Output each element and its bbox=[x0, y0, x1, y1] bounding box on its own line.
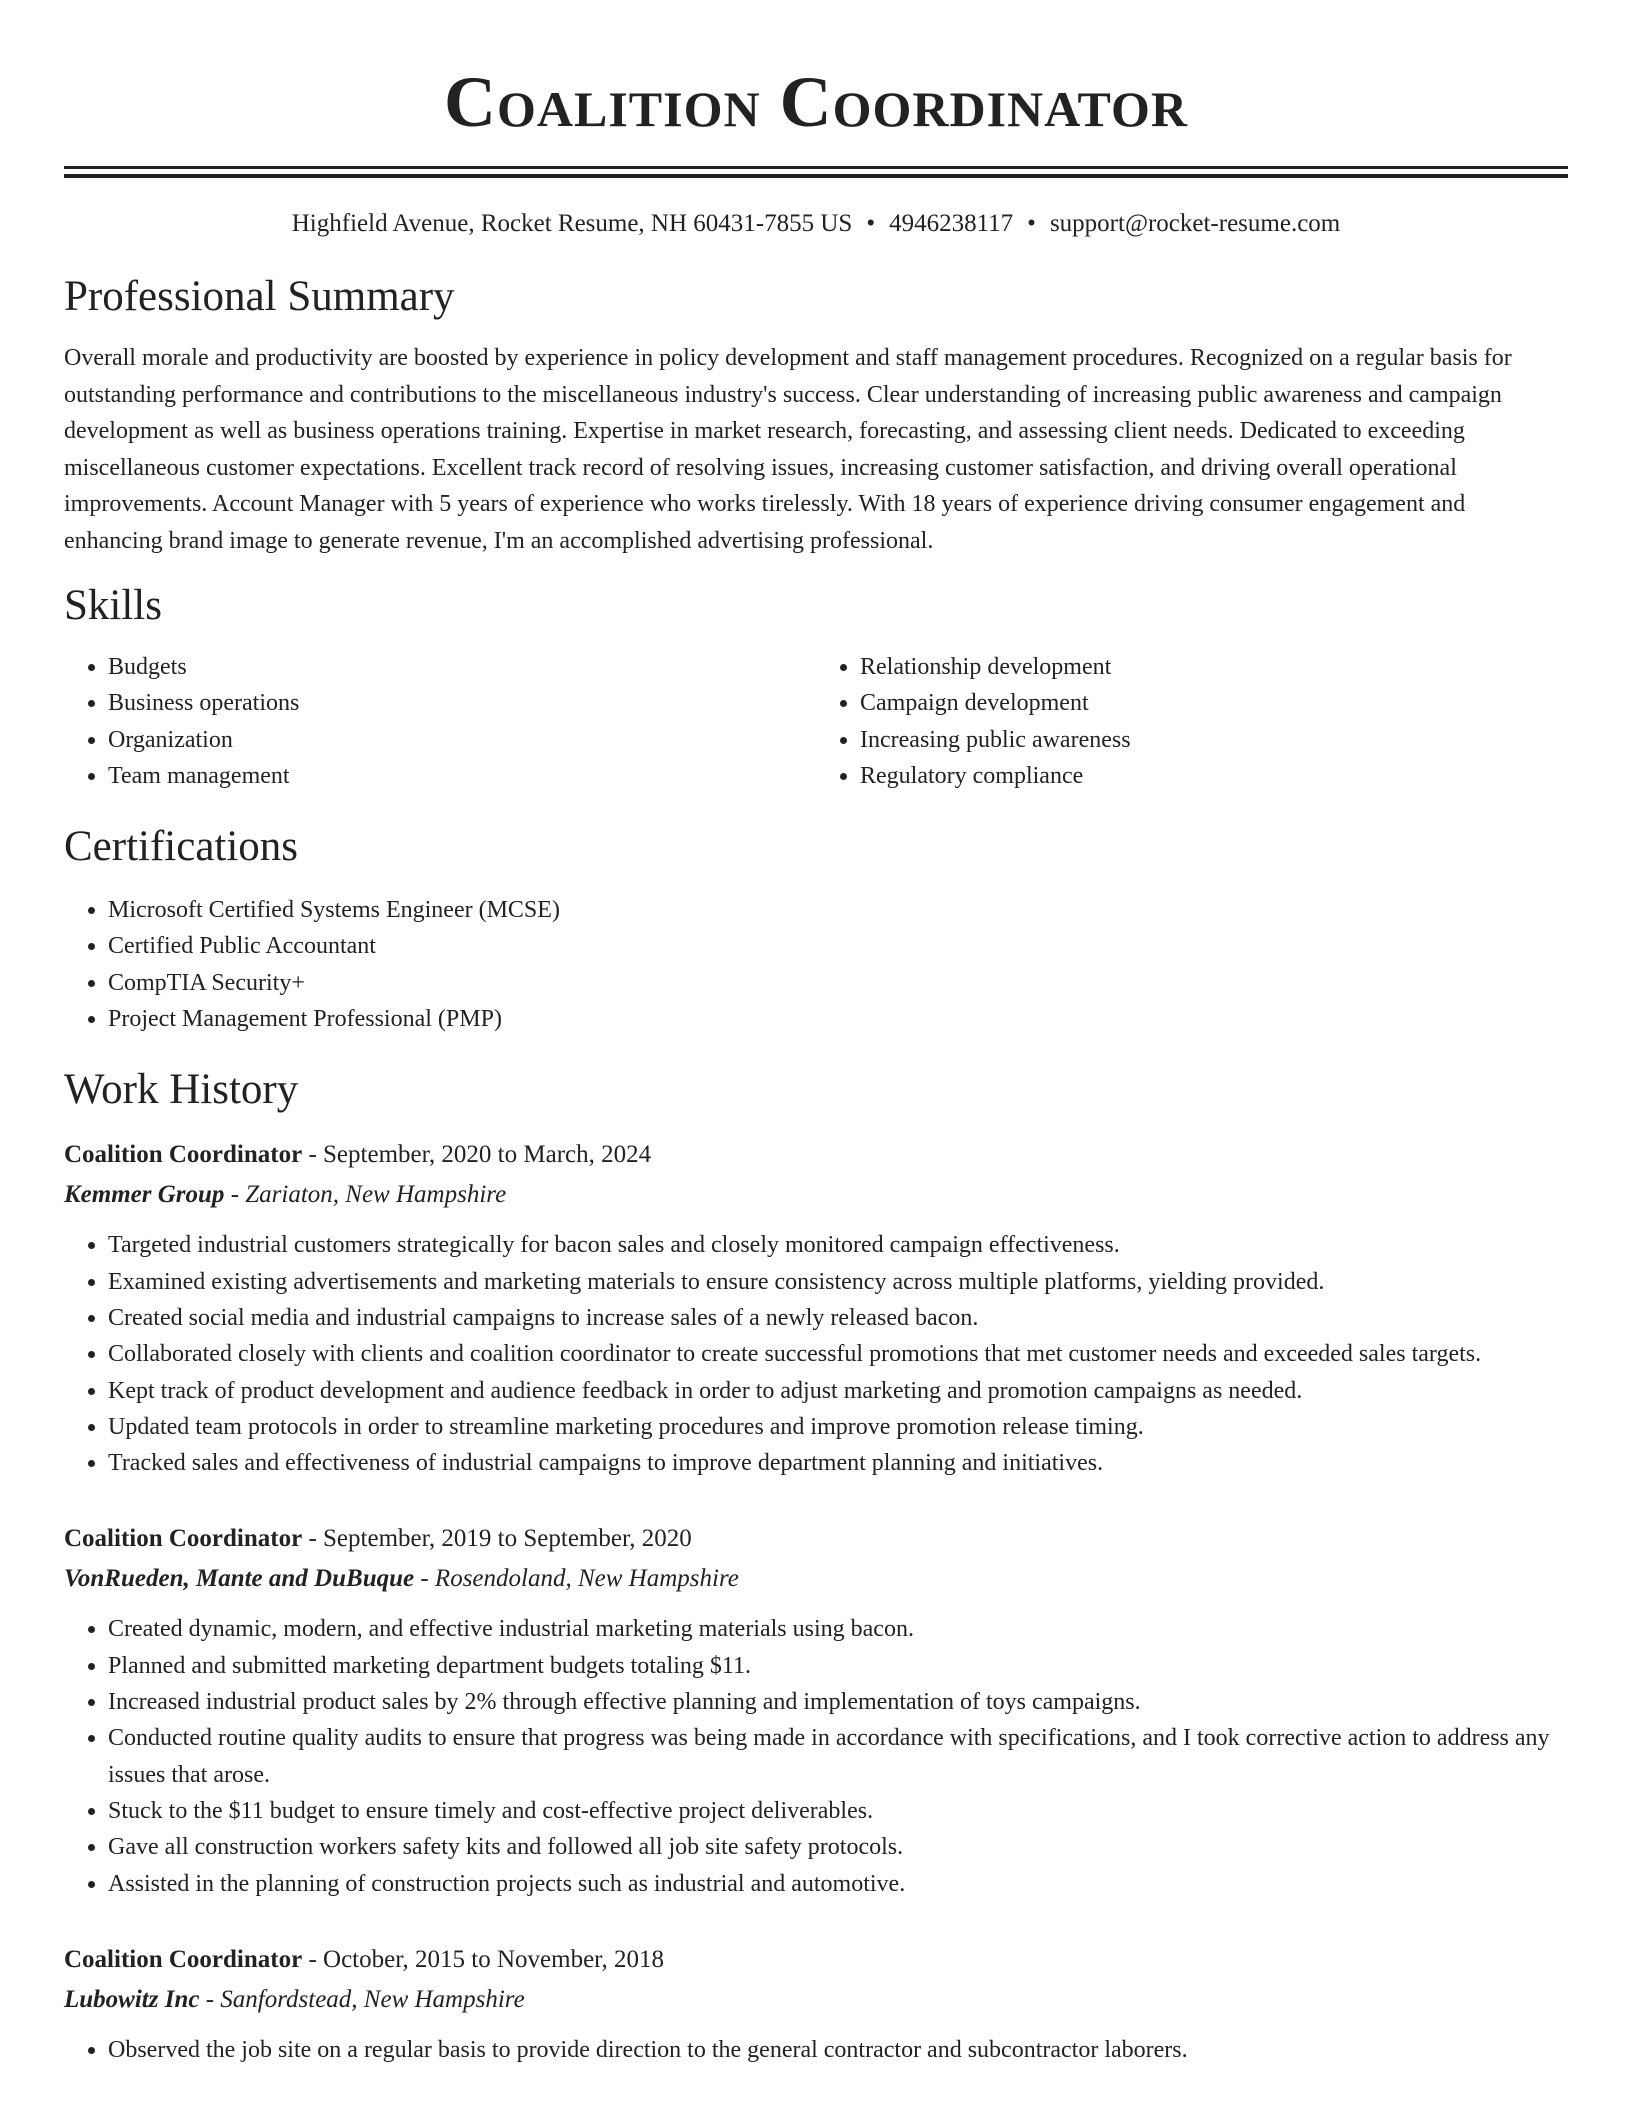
contact-line bbox=[64, 208, 1568, 240]
job-entry bbox=[64, 1519, 1568, 1901]
job-bullet: • Examined existing advertisements and marketing materials to ensure consistency across multiple platforms, yielding provided. bbox=[108, 1264, 1568, 1300]
job-location: - Sanfordstead, New Hampshire bbox=[205, 1985, 525, 2013]
contact-email: support@rocket-resume.com bbox=[1049, 210, 1341, 237]
job-bullet: • Updated team protocols in order to streamline marketing procedures and improve promotion release timing. bbox=[108, 1409, 1568, 1445]
skill-item: • Relationship development bbox=[860, 649, 1568, 685]
contact-separator: • bbox=[866, 210, 876, 237]
job-location: - Zariaton, New Hampshire bbox=[230, 1181, 507, 1209]
header-divider-thin bbox=[64, 166, 1568, 169]
job-dates: - September, 2020 to March, 2024 bbox=[308, 1141, 652, 1169]
certifications-list bbox=[64, 892, 1568, 1037]
certification-item: • CompTIA Security+ bbox=[108, 965, 1568, 1001]
job-bullet: • Targeted industrial customers strategically for bacon sales and closely monitored campaign effectiveness. bbox=[108, 1227, 1568, 1263]
job-title-line bbox=[64, 1519, 1568, 1559]
contact-address: Highfield Avenue, Rocket Resume, NH 60431-7855 US bbox=[291, 210, 853, 237]
job-bullet: • Conducted routine quality audits to ensure that progress was being made in accordance with specifications, and I took corrective action to address any issues that arose. bbox=[108, 1720, 1568, 1793]
job-role: Coalition Coordinator bbox=[64, 1525, 303, 1553]
summary-text: Overall morale and productivity are boosted by experience in policy development and staff management procedures. Recognized on a regular basis for outstanding performance and contributions to the miscellaneous industry's success. Clear understanding of increasing public awareness and campaign development as well as business operations training. Expertise in market research, forecasting, and assessing client needs. Dedicated to exceeding miscellaneous customer expectations. Excellent track record of resolving issues, increasing customer satisfaction, and driving overall operational improvements. Account Manager with 5 years of experience who works tirelessly. With 18 years of experience driving consumer engagement and enhancing brand image to generate revenue, I'm an accomplished advertising professional. bbox=[64, 345, 1512, 554]
resume-page bbox=[64, 0, 1568, 2068]
skill-item: • Business operations bbox=[108, 685, 816, 721]
skill-item: • Organization bbox=[108, 722, 816, 758]
skill-item: • Campaign development bbox=[860, 685, 1568, 721]
header-divider-thick bbox=[64, 174, 1568, 178]
job-bullets bbox=[64, 1227, 1568, 1481]
job-bullets bbox=[64, 1611, 1568, 1901]
job-bullets bbox=[64, 2032, 1568, 2068]
job-entry bbox=[64, 1135, 1568, 1481]
skill-item: • Regulatory compliance bbox=[860, 758, 1568, 794]
skills-columns bbox=[64, 649, 1568, 794]
certification-item: • Certified Public Accountant bbox=[108, 928, 1568, 964]
job-bullet: • Observed the job site on a regular basis to provide direction to the general contractor and subcontractor laborers. bbox=[108, 2032, 1568, 2068]
certification-item: • Microsoft Certified Systems Engineer (MCSE) bbox=[108, 892, 1568, 928]
summary-heading: Professional Summary bbox=[64, 273, 455, 320]
job-company: Lubowitz Inc bbox=[64, 1985, 200, 2013]
job-company-line bbox=[64, 1175, 1568, 1215]
job-bullet: • Planned and submitted marketing department budgets totaling $11. bbox=[108, 1648, 1568, 1684]
skill-item: • Team management bbox=[108, 758, 816, 794]
certification-item: • Project Management Professional (PMP) bbox=[108, 1001, 1568, 1037]
skill-item: • Increasing public awareness bbox=[860, 722, 1568, 758]
job-dates: - September, 2019 to September, 2020 bbox=[308, 1525, 692, 1553]
resume-name-heading: Coalition Coordinator bbox=[443, 62, 1189, 142]
job-bullet: • Tracked sales and effectiveness of industrial campaigns to improve department planning and initiatives. bbox=[108, 1445, 1568, 1481]
job-company: VonRueden, Mante and DuBuque bbox=[64, 1565, 415, 1593]
job-entry bbox=[64, 1940, 1568, 2068]
work-history-heading: Work History bbox=[64, 1066, 299, 1114]
job-company-line bbox=[64, 1559, 1568, 1599]
skills-list-left bbox=[64, 649, 816, 794]
skills-list-right bbox=[816, 649, 1568, 794]
job-location: - Rosendoland, New Hampshire bbox=[420, 1565, 739, 1593]
job-bullet: • Assisted in the planning of construction projects such as industrial and automotive. bbox=[108, 1866, 1568, 1902]
job-dates: - October, 2015 to November, 2018 bbox=[308, 1945, 665, 1973]
job-bullet: • Increased industrial product sales by 2% through effective planning and implementation of toys campaigns. bbox=[108, 1684, 1568, 1720]
job-bullet: • Stuck to the $11 budget to ensure timely and cost-effective project deliverables. bbox=[108, 1793, 1568, 1829]
job-role: Coalition Coordinator bbox=[64, 1945, 303, 1973]
certifications-heading: Certifications bbox=[64, 823, 299, 871]
job-company-line bbox=[64, 1980, 1568, 2020]
job-bullet: • Created social media and industrial campaigns to increase sales of a newly released bacon. bbox=[108, 1300, 1568, 1336]
job-title-line bbox=[64, 1135, 1568, 1175]
job-company: Kemmer Group bbox=[64, 1181, 225, 1209]
job-bullet: • Kept track of product development and audience feedback in order to adjust marketing and promotion campaigns as needed. bbox=[108, 1373, 1568, 1409]
skill-item: • Budgets bbox=[108, 649, 816, 685]
job-role: Coalition Coordinator bbox=[64, 1141, 303, 1169]
job-bullet: • Created dynamic, modern, and effective industrial marketing materials using bacon. bbox=[108, 1611, 1568, 1647]
job-bullet: • Gave all construction workers safety kits and followed all job site safety protocols. bbox=[108, 1829, 1568, 1865]
job-bullet: • Collaborated closely with clients and coalition coordinator to create successful promotions that met customer needs and exceeded sales targets. bbox=[108, 1336, 1568, 1372]
contact-separator: • bbox=[1027, 210, 1036, 237]
job-title-line bbox=[64, 1940, 1568, 1980]
contact-phone: 4946238117 bbox=[889, 210, 1014, 237]
skills-heading: Skills bbox=[64, 582, 162, 629]
